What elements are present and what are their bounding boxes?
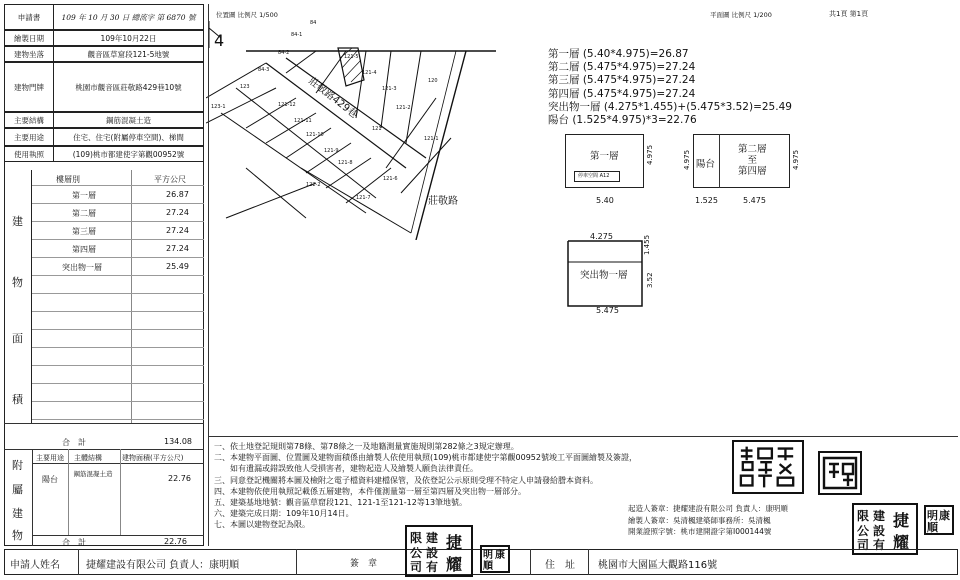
parcel-number: 121-9 <box>324 148 339 154</box>
parcel-number: 123 <box>240 84 250 90</box>
architect-seal-glyph <box>737 444 799 490</box>
site-plan-title: 位置圖 比例尺 1/500 <box>216 11 278 19</box>
parcel-number: 120 <box>428 78 438 84</box>
aux-row-area: 22.76 <box>168 474 191 483</box>
site-road-label: 莊敬路 <box>428 196 458 207</box>
area-calculations <box>548 48 792 127</box>
parcel-number: 121-4 <box>362 70 377 76</box>
floor-plan-title: 平面圖 比例尺 1/200 <box>710 11 772 19</box>
footer-seal-label: 簽 章 <box>350 559 378 569</box>
architect-seal-small-glyph <box>821 454 859 492</box>
parcel-number: 84 <box>310 20 317 26</box>
aux-side-char-2: 屬 <box>12 483 23 496</box>
floor-name: 第二層 <box>72 209 96 218</box>
parcel-number: 123-1 <box>211 104 226 110</box>
floor-area: 27.24 <box>166 226 189 235</box>
upper-floors-label: 第二層 至 第四層 <box>738 144 767 177</box>
note-line: 七、本圖以建物登記為限。 <box>214 520 310 530</box>
parcel-number: 121-10 <box>306 132 324 138</box>
svg-text:有: 有 <box>426 560 439 574</box>
aux-side-char-3: 建 <box>12 507 23 520</box>
svg-text:明: 明 <box>483 550 493 561</box>
header-row-value: (109)桃市都建使字第觀00952號 <box>53 146 204 162</box>
area-header-unit: 平方公尺 <box>154 175 186 184</box>
grid-line <box>32 185 204 186</box>
parking-label: 停車空間 A12 <box>578 173 610 179</box>
svg-text:順: 順 <box>927 521 938 533</box>
svg-text:公: 公 <box>410 546 423 560</box>
site-road-diag-label: 莊敬路429巷 <box>306 75 360 121</box>
grid-line <box>32 419 204 420</box>
header-row-label: 建物門牌 <box>4 62 54 112</box>
area-side-char-4: 積 <box>12 393 23 406</box>
parcel-number: 121-5 <box>344 54 359 60</box>
company-seal-glyph <box>855 506 915 552</box>
aux-header-area: 建物面積(平方公尺) <box>122 454 184 462</box>
upper-height-right: 4.975 <box>792 149 800 170</box>
header-row-label: 繪製日期 <box>4 30 54 46</box>
floor-area: 25.49 <box>166 262 189 271</box>
svg-text:建: 建 <box>426 531 439 545</box>
applicant-name: 捷耀建設有限公司 負責人：康明順 <box>86 560 240 571</box>
svg-text:公: 公 <box>857 524 870 538</box>
grid-line <box>32 383 204 384</box>
note-line: 如有遺漏或錯誤致他人受損害者，建物起造人及繪製人願負法律責任。 <box>214 464 478 474</box>
floor-name: 突出物一層 <box>62 263 102 272</box>
note-line: 五、建築基地地號：觀音區草窟段121、121-1至121-12等13筆地號。 <box>214 498 468 508</box>
address-value: 桃園市大園區大觀路116號 <box>598 560 718 571</box>
balcony-width: 1.525 <box>695 196 718 205</box>
area-side-column <box>4 170 32 423</box>
floor-area: 26.87 <box>166 190 189 199</box>
parcel-number: 121-12 <box>278 102 296 108</box>
header-row-value: 觀音區草窟段121-5地號 <box>53 46 204 62</box>
floor-name: 第四層 <box>72 245 96 254</box>
grid-line <box>32 221 204 222</box>
header-row-label: 主要用途 <box>4 128 54 146</box>
architect-seal-small <box>818 451 862 495</box>
area-total-label: 合 計 <box>62 438 86 447</box>
license-number: 開業證照字號：桃市建開證字第I000144號 <box>628 527 772 536</box>
parcel-number: 121-6 <box>383 176 398 182</box>
calc-line: 第四層 (5.475*4.975)=27.24 <box>548 87 696 100</box>
svg-text:耀: 耀 <box>893 533 910 552</box>
roof-label: 突出物一層 <box>580 270 628 281</box>
grid-line <box>32 275 204 276</box>
header-row-value: 109年10月22日 <box>53 30 204 46</box>
drafter-signature: 繪製人簽章：吳清楓建築師事務所：吳清楓 <box>628 515 771 525</box>
first-floor-height: 4.975 <box>646 144 654 165</box>
person-seal-footer <box>480 545 510 573</box>
svg-text:設: 設 <box>873 524 886 538</box>
roof-top-dim: 4.275 <box>590 232 613 241</box>
aux-header-structure: 主體結構 <box>74 454 102 462</box>
header-row-label: 主要結構 <box>4 112 54 128</box>
area-total-value: 134.08 <box>164 437 192 446</box>
grid-line <box>32 365 204 366</box>
grid-line <box>32 257 204 258</box>
person-seal-footer-glyph <box>482 547 508 571</box>
architect-seal-large <box>732 440 804 494</box>
calc-line: 陽台 (1.525*4.975)*3=22.76 <box>548 114 697 127</box>
header-row-value: 住宅、住宅(附屬停車空間)、梯間 <box>53 128 204 146</box>
calc-line: 第二層 (5.475*4.975)=27.24 <box>548 61 696 74</box>
upper-height-left: 4.975 <box>683 149 691 170</box>
area-header-floor: 樓層別 <box>56 175 80 184</box>
svg-text:設: 設 <box>426 546 439 560</box>
parcel-number: 84-3 <box>258 67 270 73</box>
grid-line <box>32 347 204 348</box>
aux-row-use: 陽台 <box>42 475 58 484</box>
header-row-label: 使用執照 <box>4 146 54 162</box>
legal-notes <box>214 441 637 531</box>
roof-bottom-dim: 5.475 <box>596 306 619 315</box>
svg-text:順: 順 <box>483 561 493 571</box>
svg-text:限: 限 <box>857 509 870 523</box>
aux-total-value: 22.76 <box>164 537 187 546</box>
builder-signature: 起造人簽章：捷耀建設有限公司 負責人：康明順 <box>628 504 788 513</box>
header-row-value: 桃園市觀音區莊敬路429巷10號 <box>53 62 204 112</box>
signature-block <box>628 503 788 538</box>
page-count: 共1頁 第1頁 <box>829 10 869 18</box>
aux-side-char-4: 物 <box>12 529 23 542</box>
svg-text:建: 建 <box>873 509 886 523</box>
note-line: 四、本建物依使用執照記載係五層建物，本件僅測量第一層至第四層及突出物一層部分。 <box>214 486 526 496</box>
svg-text:司: 司 <box>410 560 423 574</box>
svg-text:康: 康 <box>939 509 950 522</box>
north-mark: 4 <box>214 31 225 50</box>
header-row-label: 建物坐落 <box>4 46 54 62</box>
grid-line <box>32 239 204 240</box>
applicant-label: 申請人姓名 <box>10 560 60 571</box>
floor-name: 第一層 <box>72 191 96 200</box>
calc-line: 第一層 (5.40*4.975)=26.87 <box>548 48 689 60</box>
header-row-value: 鋼筋混凝土造 <box>53 112 204 128</box>
svg-text:捷: 捷 <box>446 533 463 552</box>
roof-small-height: 1.455 <box>643 234 651 255</box>
aux-side-char-1: 附 <box>12 459 23 472</box>
grid-line <box>32 203 204 204</box>
person-seal-right <box>924 505 954 535</box>
parcel-number: 121 <box>372 126 382 132</box>
parcel-number: 121-8 <box>338 160 353 166</box>
parcel-number: 121-1 <box>424 136 439 142</box>
site-plan-map <box>206 18 496 240</box>
upper-width: 5.475 <box>743 196 766 205</box>
header-row-value: 109 年 10 月 30 日 總流字 第 6870 號 <box>53 4 204 30</box>
balcony-label: 陽台 <box>696 159 716 170</box>
note-line: 六、建築完成日期：109年10月14日。 <box>214 509 354 519</box>
note-line: 三、同意登記機關將本圖及檢附之電子檔資料建檔保管，及依登記公示原則受理不特定人申請發給謄本資料。 <box>214 475 598 485</box>
svg-text:明: 明 <box>927 509 938 522</box>
grid-line <box>32 329 204 330</box>
calc-line: 突出物一層 (4.275*1.455)+(5.475*3.52)=25.49 <box>548 100 792 113</box>
floor-area: 27.24 <box>166 208 189 217</box>
svg-text:司: 司 <box>857 538 870 552</box>
calc-line: 第三層 (5.475*4.975)=27.24 <box>548 74 696 87</box>
company-seal-right <box>852 503 918 555</box>
floor-name: 第三層 <box>72 227 96 236</box>
parcel-number: 121-3 <box>382 86 397 92</box>
area-side-char-3: 面 <box>12 332 23 345</box>
svg-text:限: 限 <box>410 531 423 545</box>
floor-area: 27.24 <box>166 244 189 253</box>
svg-text:捷: 捷 <box>893 511 910 530</box>
aux-header-use: 主要用途 <box>36 454 64 462</box>
svg-text:康: 康 <box>495 550 505 561</box>
first-floor-label: 第一層 <box>590 151 619 162</box>
parcel-number: 122-2 <box>306 182 321 188</box>
parcel-number: 121-2 <box>396 105 411 111</box>
parcel-number: 121-7 <box>356 195 371 201</box>
company-seal-footer <box>405 525 473 577</box>
parcel-number: 84-2 <box>278 50 290 56</box>
parcel-number: 84-1 <box>291 32 303 38</box>
address-label: 住 址 <box>545 560 575 571</box>
svg-text:耀: 耀 <box>446 555 463 574</box>
company-seal-footer-glyph <box>408 528 470 574</box>
svg-text:有: 有 <box>873 538 886 552</box>
aux-total-label: 合 計 <box>62 538 86 547</box>
note-line: 二、本建物平面圖、位置圖及建物面積係由繪製人依使用執照(109)桃市都建使字第觀00952號竣工平面圖繪製及簽證， <box>214 453 637 463</box>
header-row-label: 申請書 <box>4 4 54 30</box>
parcel-number: 121-11 <box>294 118 312 124</box>
area-side-char-2: 物 <box>12 276 23 289</box>
grid-line <box>32 401 204 402</box>
aux-row-structure: 鋼筋混凝土造 <box>73 470 113 478</box>
grid-line <box>32 293 204 294</box>
grid-line <box>32 311 204 312</box>
note-line: 一、依土地登記規則第78條、第78條之一及地籍測量實施規則第282條之3規定辦理。 <box>214 442 519 451</box>
area-side-char-1: 建 <box>12 215 23 228</box>
first-floor-width: 5.40 <box>596 196 614 205</box>
person-seal-glyph <box>926 507 952 533</box>
roof-height: 3.52 <box>646 272 654 288</box>
